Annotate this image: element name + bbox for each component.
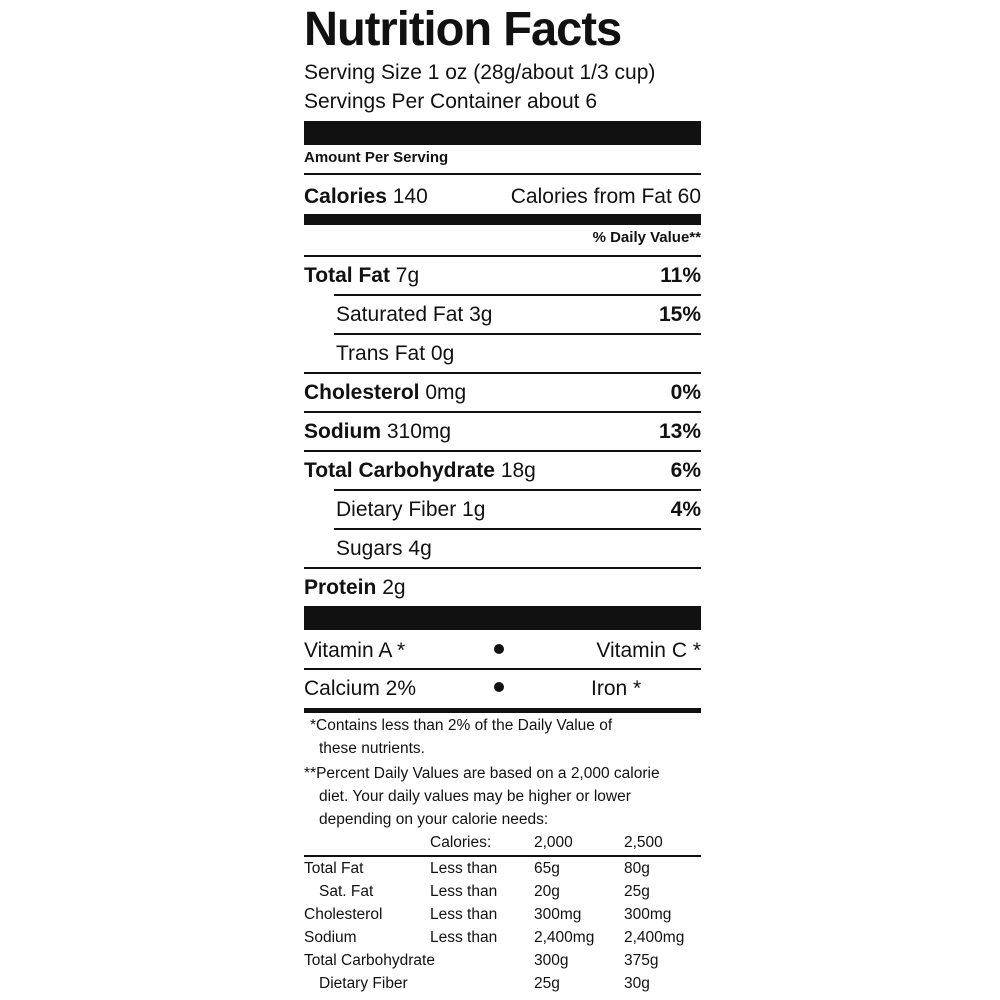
divider	[304, 668, 701, 670]
footnote-percent-cont: depending on your calorie needs:	[319, 811, 549, 828]
footnote-contains-cont: these nutrients.	[319, 740, 425, 757]
nutrient-dv: 13%	[658, 420, 701, 443]
divider	[334, 294, 701, 296]
nutrient-row-cholesterol	[304, 378, 701, 408]
vitamin-c: Vitamin C *	[596, 639, 701, 662]
table-row	[304, 972, 701, 995]
nutrient-label: Sugars	[336, 537, 403, 560]
medium-divider	[304, 708, 701, 713]
nutrient-row-protein	[304, 573, 701, 603]
table-header-cell: 2,500	[624, 834, 663, 851]
divider	[304, 372, 701, 374]
daily-value-header: % Daily Value**	[592, 229, 701, 246]
divider	[304, 567, 701, 569]
footnote-contains: *Contains less than 2% of the Daily Value of	[310, 717, 613, 734]
divider	[304, 450, 701, 452]
table-cell: Less than	[430, 883, 498, 900]
nutrient-amount: 2g	[382, 576, 406, 599]
table-cell: 25g	[624, 883, 650, 900]
calcium: Calcium 2%	[304, 677, 417, 700]
table-header-cell: 2,000	[534, 834, 573, 851]
table-cell: 2,400mg	[624, 929, 685, 946]
divider	[304, 173, 701, 175]
footnote-percent-cont: diet. Your daily values may be higher or lower	[319, 788, 631, 805]
calories-row	[304, 182, 701, 212]
nutrient-dv: 6%	[670, 459, 701, 482]
nutrient-amount: 0mg	[425, 381, 467, 404]
dv-table	[304, 857, 701, 995]
thick-divider	[304, 606, 701, 630]
nutrient-dv: 0%	[670, 381, 701, 404]
iron: Iron *	[591, 677, 642, 700]
nutrient-amount: 7g	[395, 264, 420, 287]
divider	[304, 411, 701, 413]
table-cell: 25g	[534, 975, 560, 992]
nutrient-label: Sodium	[304, 420, 381, 443]
amount-per-serving: Amount Per Serving	[304, 149, 449, 166]
nutrient-amount: 0g	[430, 342, 455, 365]
table-cell: 65g	[534, 860, 560, 877]
table-cell: 30g	[624, 975, 650, 992]
nutrient-label: Saturated Fat	[336, 303, 464, 326]
table-cell: 300mg	[534, 906, 582, 923]
nutrient-label: Protein	[304, 576, 377, 599]
table-cell: 2,400mg	[534, 929, 595, 946]
nutrient-row-sugars	[304, 534, 701, 564]
nutrient-label: Cholesterol	[304, 381, 420, 404]
calories-label: Calories	[304, 185, 387, 208]
nutrient-row-sodium	[304, 417, 701, 447]
nutrient-row-total-fat	[304, 261, 701, 291]
table-cell: Less than	[430, 906, 498, 923]
nutrient-row-total-carbohydrate	[304, 456, 701, 486]
nutrient-row-saturated-fat	[304, 300, 701, 330]
table-cell: Total Carbohydrate	[304, 952, 435, 969]
table-cell: 300mg	[624, 906, 672, 923]
footnote-percent: **Percent Daily Values are based on a 2,000 calorie	[304, 765, 660, 782]
table-cell: Sodium	[304, 929, 357, 946]
divider	[334, 489, 701, 491]
bullet-dot	[494, 644, 504, 654]
calories-value: 140	[392, 185, 428, 208]
nutrition-facts-label	[304, 0, 701, 1000]
divider	[304, 255, 701, 257]
table-cell: 80g	[624, 860, 650, 877]
nutrient-label: Total Fat	[304, 264, 390, 287]
nutrient-amount: 1g	[462, 498, 486, 521]
table-cell: 20g	[534, 883, 560, 900]
calories-from-fat: Calories from Fat 60	[510, 185, 701, 208]
divider	[334, 528, 701, 530]
bullet-dot	[494, 682, 504, 692]
table-cell: 300g	[534, 952, 569, 969]
nutrient-amount: 4g	[408, 537, 432, 560]
table-cell: Total Fat	[304, 860, 364, 877]
table-header-cell: Calories:	[430, 834, 492, 851]
table-row	[304, 857, 701, 880]
table-row	[304, 880, 701, 903]
nutrient-row-trans-fat	[304, 339, 701, 369]
table-cell: Cholesterol	[304, 906, 383, 923]
nutrient-dv: 4%	[670, 498, 701, 521]
nutrient-dv: 15%	[658, 303, 701, 326]
medium-divider	[304, 214, 701, 225]
vitamin-a: Vitamin A *	[304, 639, 406, 662]
nutrient-amount: 18g	[500, 459, 536, 482]
serving-size: Serving Size 1 oz (28g/about 1/3 cup)	[304, 61, 656, 84]
nutrient-row-dietary-fiber	[304, 495, 701, 525]
divider	[334, 333, 701, 335]
table-row	[304, 903, 701, 926]
nutrient-label: Dietary Fiber	[336, 498, 457, 521]
table-cell: Less than	[430, 929, 498, 946]
table-cell: 375g	[624, 952, 659, 969]
nutrient-label: Trans Fat	[336, 342, 426, 365]
servings-per-container: Servings Per Container about 6	[304, 90, 598, 113]
nutrient-amount: 3g	[469, 303, 493, 326]
nutrient-label: Total Carbohydrate	[304, 459, 495, 482]
table-cell: Dietary Fiber	[319, 975, 408, 992]
nutrient-dv: 11%	[660, 264, 701, 287]
table-cell: Less than	[430, 860, 498, 877]
thick-divider	[304, 121, 701, 145]
table-row	[304, 949, 701, 972]
table-cell: Sat. Fat	[319, 883, 374, 900]
table-row	[304, 926, 701, 949]
dv-table-header	[304, 831, 701, 854]
nutrient-amount: 310mg	[386, 420, 452, 443]
label-title: Nutrition Facts	[304, 3, 622, 56]
